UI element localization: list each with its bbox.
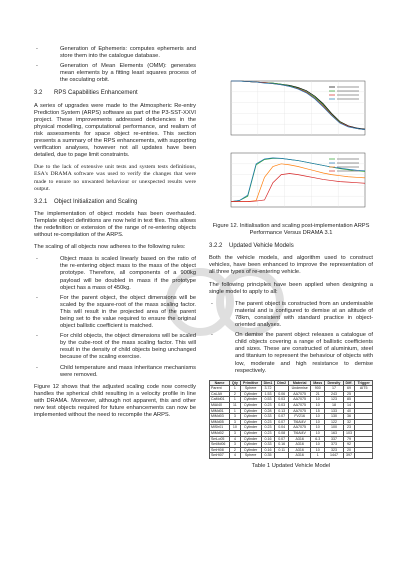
table-cell: 21 [311,391,325,397]
left-column [34,46,196,424]
table-cell: 0.16 [275,442,289,448]
table-cell: 32 [343,419,355,425]
table-cell: 1 [230,397,240,403]
table-header-cell: Qty [230,380,240,386]
table-cell: A316 [289,447,311,453]
table-cell: 337 [325,436,344,442]
chart-bottom [219,149,369,215]
paragraph: The implementation of object models has been overhauled. Template object definitions are now held in text files. This allows the redefinition or extension of the range of re-entering objects without re-compilation of the ARPS. [34,210,196,239]
table-cell: 122 [325,419,344,425]
table-cell: Cylinder [240,391,261,397]
section-title: Updated Vehicle Models [229,243,294,250]
table-cell: 397 [343,453,355,459]
table-cell: Sphere [240,453,261,459]
table-cell: 10 [311,425,325,431]
list-item: - The parent object is constructed from an undemisable material and is configured to demise at an altitude of 78km, consistent with standard practice in object-oriented analyses. [209,301,373,329]
table-cell: 0.33 [261,414,275,420]
table-cell: 25 [343,391,355,397]
table-cell: 1 [230,386,240,392]
table-cell: 20 [343,447,355,453]
table-cell: 0.03 [275,397,289,403]
table-cell: 323 [325,447,344,453]
table-cell: Sphere [240,386,261,392]
table-cell: 0.23 [261,425,275,431]
table-cell: Parent [210,386,230,392]
table-row [210,453,373,459]
table-cell: A316 [289,436,311,442]
plot-area [231,153,365,207]
paragraph: A series of upgrades were made to the Atmospheric Re-entry Prediction System (ARPS) software as part of the P3-SST-XXVI project. These improvements addressed deficiencies in the physical modelling, computational performance, and realism of risk assessments for space object re-entries. This section presents a summary of the RPS enhancements, with supporting verification analyses, however not all updates have been detailed, due to page limit constraints. [34,102,196,159]
list-item: - Generation of Ephemeris: computes ephemeris and store them into the catalogue database. [34,46,196,60]
table-cell: 0.23 [261,431,275,437]
table-cell: 10 [311,447,325,453]
table-cell: 123 [325,397,344,403]
section-title: Object Initialization and Scaling [54,198,138,205]
table-cell: 163 [325,431,344,437]
table-cell: 40 [343,408,355,414]
table-cell: 0.07 [275,414,289,420]
table-cell: 0.06 [275,391,289,397]
table-header-cell: Primitive [240,380,261,386]
table-cell: Cylinder [240,431,261,437]
section-title: RPS Capabilities Enhancement [54,90,138,97]
table-cell: 4 [230,453,240,459]
table-cell: Cylinder [240,447,261,453]
table-cell: 0.23 [261,419,275,425]
paragraph: The following principles have been applied when designing a single model to apply to all: [209,281,373,295]
table-cell: SmLo05 [210,436,230,442]
table-cell: 243 [325,391,344,397]
table-cell: 0.23 [261,403,275,409]
table-header-cell: Name [210,380,230,386]
list-item: - Object mass is scaled linearly based on the ratio of the re-entering object mass to the mass of the object prototype. Therefore, all components of a 900kg payload will be doubled in mass if the prototype object has a mass of 450kg. [34,256,196,291]
table-cell: MiMd01 [210,408,230,414]
table-cell: SmHi08 [210,447,230,453]
table-cell: 0.07 [275,419,289,425]
section-heading-3-2-1 [34,199,196,206]
table-header-cell: Dim1 [261,380,275,386]
table-cell: 0.53 [261,397,275,403]
table-cell: 10 [311,419,325,425]
table-cell: 0.11 [275,447,289,453]
table-caption: Table 1 Updated Vehicle Model [251,463,331,469]
table-cell: 0.07 [275,436,289,442]
table-cell: AIT5 [355,386,373,392]
table-cell: 0.13 [275,408,289,414]
table-cell: 3.72 [261,386,275,392]
table-cell: 10 [311,414,325,420]
table-cell: SmHi07 [210,453,230,459]
table-header-cell: Diff. [343,380,355,386]
table-cell: 2 [230,447,240,453]
figure-caption: Figure 12. Initialisation and scaling post-implementation ARPS Performance Versus DRAMA 3.1 [212,223,370,237]
scaling-rules-list [34,256,196,379]
figure-12 [209,77,373,219]
table-cell: 3 [230,442,240,448]
table-cell: 0.03 [275,403,289,409]
table-cell: 79 [343,436,355,442]
table-cell: 36 [343,414,355,420]
chart-top [219,77,369,143]
table-cell: 10 [311,431,325,437]
table-cell: Cylinder [240,403,261,409]
table-cell: 0.33 [261,442,275,448]
table-cell [355,453,373,459]
table-header-cell: Density [325,380,344,386]
table-cell: Ti6Al4V [289,419,311,425]
section-number: 3.2 [34,90,43,97]
table-cell: AA7075 [289,403,311,409]
table-cell: 6.3 [311,436,325,442]
table-cell: Cylinder [240,419,261,425]
table-cell: 900 [311,386,325,392]
table-cell: 3 [230,419,240,425]
list-item: - For child objects, the object dimensions will be scaled by the cube-root of the mass scaling factor. This will result in the density of child objects being unchanged because of the scaling exercise. [34,333,196,361]
table-cell: 100 [325,425,344,431]
table-cell: 92 [343,442,355,448]
table-header-cell: Trigger [355,380,373,386]
list-item: - Generation of Mean Elements (OMM): generates mean elements by a fitting least squares process of the osculating orbit. [34,63,196,84]
table-row [210,386,373,392]
table-cell: 0.28 [261,408,275,414]
table-cell: MiAl40 [210,403,230,409]
table-cell: Cylinder [240,425,261,431]
table-header-cell: Material [289,380,311,386]
table-cell: 85 [343,397,355,403]
section-heading-3-2-2 [209,243,373,250]
table-cell: Undemise [289,386,311,392]
section-number: 3.2.1 [34,198,48,205]
table-cell [275,453,289,459]
table-cell: 15 [311,408,325,414]
table-cell: A316 [289,453,311,459]
table-cell: 373 [325,442,344,448]
table-cell: CaMd01 [210,397,230,403]
table-cell: MiSh01 [210,425,230,431]
table-cell: 0.08 [275,431,289,437]
table-cell: Ti6Al4V [289,431,311,437]
list-item: - Child temperature and mass inheritance mechanisms were removed. [34,365,196,379]
table-cell: 1 [230,408,240,414]
paragraph: The scaling of all objects now adheres to the following rules: [34,244,186,251]
table-cell: A316 [289,442,311,448]
table-cell: 0.16 [261,436,275,442]
ephemeris-bullet-list [34,46,196,84]
table-cell: AA7075 [289,397,311,403]
list-item: - On demise the parent object releases a catalogue of child objects covering a range of ballistic coefficients and sizes. These are constructed of aluminium, steel and titanium to represent the behaviour of objects with low, moderate and high resistance to demise respectively. [209,332,373,375]
table-cell: 10 [230,425,240,431]
table-cell: 10 [311,442,325,448]
paragraph: Figure 12 shows that the adjusted scaling code now correctly handles the spherical child resulting in a velocity profile in line with DRAMA. Moreover, although not apparent, this and other new test objects required for future enhancements can now be implemented without the need to recompile the ARPS. [34,383,196,419]
right-column [209,77,373,476]
model-principles-list [209,301,373,375]
table-cell: 133 [325,408,344,414]
table-cell: AA7075 [289,425,311,431]
section-heading-3-2 [34,90,196,97]
table-cell: Cylinder [240,397,261,403]
table-cell: 10 [311,403,325,409]
table-cell: 130 [325,414,344,420]
table-cell: AA7075 [289,391,311,397]
table-cell: 0.04 [275,425,289,431]
table-cell: MiMd05 [210,419,230,425]
table-cell: 1.53 [261,391,275,397]
table-cell: MiMd03 [210,414,230,420]
chart-top-svg [219,77,369,143]
table-cell: AA7075 [289,408,311,414]
table-cell: Cylinder [240,436,261,442]
table-cell: 1447 [325,453,344,459]
paragraph: Both the vehicle models, and algorithm used to construct vehicles, have been enhanced to improve the representation of all three types of re-entering vehicle. [209,255,373,276]
table-cell: CaLAlt [210,391,230,397]
table-cell: 3 [230,431,240,437]
table-cell: 4 [230,436,240,442]
list-item: - For the parent object, the object dimensions will be scaled by the square-root of the mass scaling factor. This will result in the projected area of the parent being set to the value required to ensure the original object ballistic coefficient is matched. [34,295,196,330]
table-header-cell: Dim2 [275,380,289,386]
section-number: 3.2.2 [209,243,223,250]
table-cell: 3 [230,414,240,420]
vehicle-model-table [209,380,373,459]
table-cell: 0.35 [261,453,275,459]
table-cell: FV216 [289,414,311,420]
table-cell: 14 [343,403,355,409]
chart-bottom-svg [219,149,369,215]
paragraph: Due to the lack of extensive unit tests and system tests definitions, ESA's DRAMA software was used to verify the changes that were made to ensure no unwanted behaviour or unexpected results were output. [34,164,196,192]
table-cell: 11 [230,403,240,409]
table-cell: 23 [343,425,355,431]
table-cell: MiMd02 [210,431,230,437]
table-cell: 69 [343,386,355,392]
table-header-cell: Mass [311,380,325,386]
table-cell: SmMd06 [210,442,230,448]
table-cell: Cylinder [240,414,261,420]
table-cell: 17 [325,386,344,392]
table-cell: Cylinder [240,442,261,448]
table-cell: Cylinder [240,408,261,414]
table-cell: 2 [230,391,240,397]
table-cell: 103 [343,431,355,437]
table-cell: 0.16 [261,447,275,453]
table-cell: 18 [325,403,344,409]
table-cell: 10 [311,397,325,403]
table-body [210,386,373,459]
table-cell: 1 [311,453,325,459]
